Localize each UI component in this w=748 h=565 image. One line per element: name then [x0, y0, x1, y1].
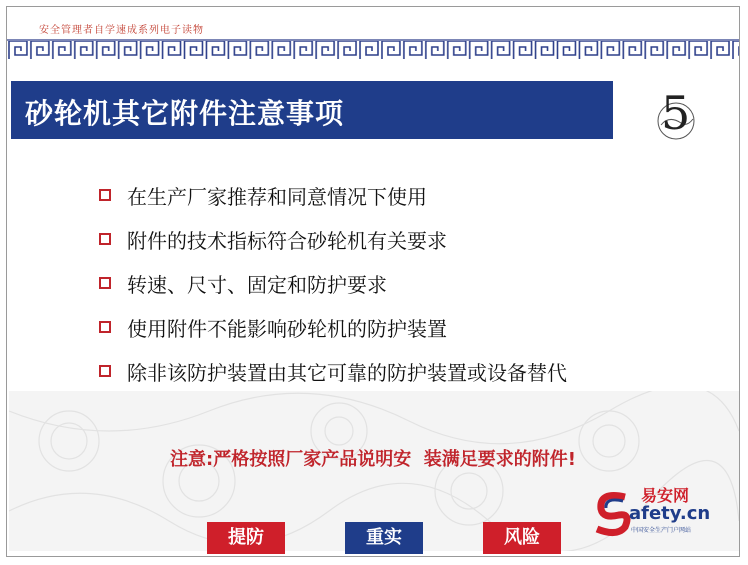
slide-title: 砂轮机其它附件注意事项	[25, 97, 345, 130]
warning-note: 注意:严格按照厂家产品说明安 装满足要求的附件!	[170, 449, 576, 470]
slide-frame	[6, 6, 740, 557]
logo-subtitle: 中国安全生产门户网站	[631, 527, 692, 534]
checkbox-square-icon	[99, 365, 111, 377]
tag-risk: 风险	[483, 522, 561, 554]
tag-prevent: 提防	[207, 522, 285, 554]
list-item	[99, 217, 567, 261]
bullet-text: 在生产厂家推荐和同意情况下使用	[127, 184, 427, 209]
checkbox-square-icon	[99, 189, 111, 201]
bullet-text: 除非该防护装置由其它可靠的防护装置或设备替代	[127, 360, 567, 385]
series-caption: 安全管理者自学速成系列电子读物	[39, 25, 204, 36]
checkbox-square-icon	[99, 233, 111, 245]
number-ornament-icon	[647, 85, 705, 143]
slide-number-badge	[647, 85, 705, 143]
list-item	[99, 173, 567, 217]
tag-emphasize: 重实	[345, 522, 423, 554]
title-bar	[11, 81, 613, 139]
site-logo	[591, 481, 731, 543]
logo-chinese: 易安网	[641, 486, 690, 505]
list-item	[99, 305, 567, 349]
list-item	[99, 261, 567, 305]
top-border-pattern	[7, 39, 739, 61]
checkbox-square-icon	[99, 277, 111, 289]
bullet-text: 转速、尺寸、固定和防护要求	[127, 272, 387, 297]
logo-s-icon	[593, 489, 633, 537]
list-item	[99, 349, 567, 393]
bullet-list	[99, 173, 567, 393]
logo-english: afety.cn	[629, 503, 711, 524]
checkbox-square-icon	[99, 321, 111, 333]
bullet-text: 使用附件不能影响砂轮机的防护装置	[127, 316, 447, 341]
slide-number: 5	[661, 86, 691, 140]
bullet-text: 附件的技术指标符合砂轮机有关要求	[127, 228, 447, 253]
